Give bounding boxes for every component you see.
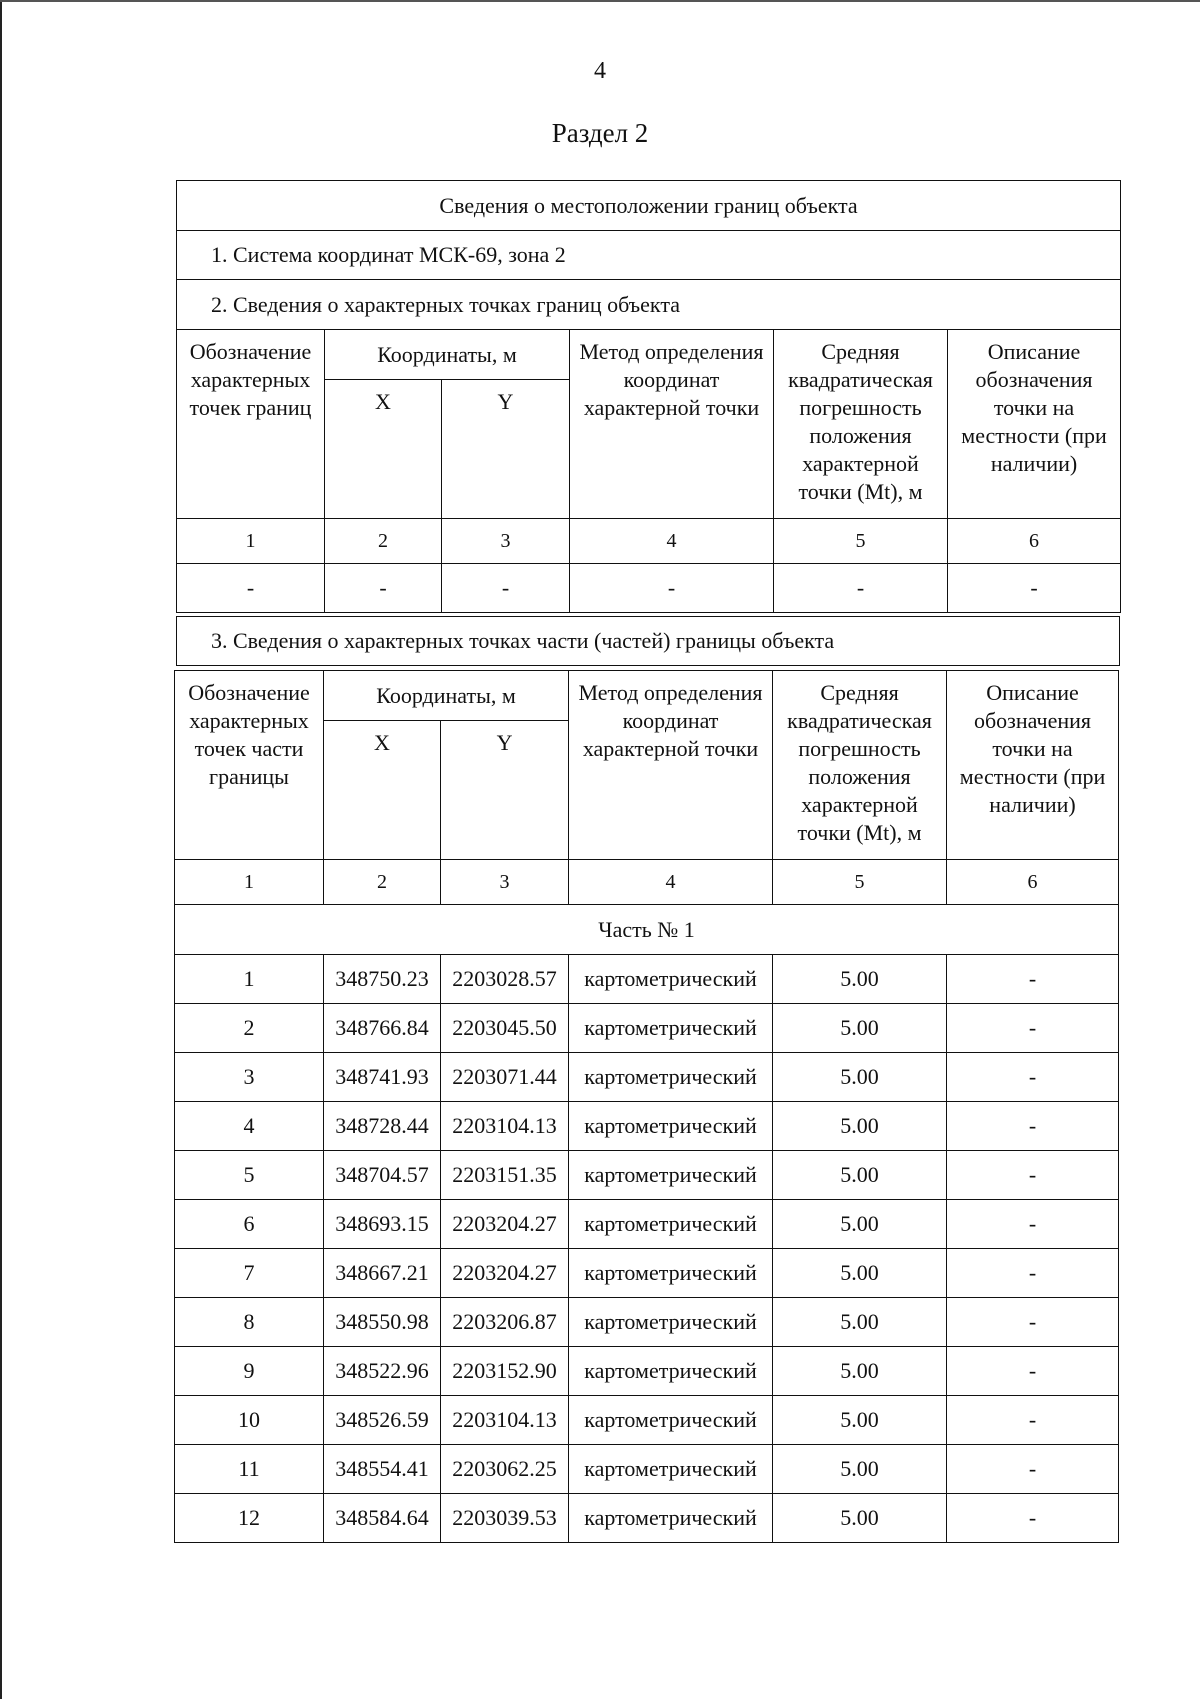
y-cell: 2203071.44 <box>441 1053 569 1102</box>
method-cell: картометрический <box>569 1249 773 1298</box>
error-cell: 5.00 <box>773 955 947 1004</box>
section-title: Раздел 2 <box>551 118 649 148</box>
y-cell: 2203206.87 <box>441 1298 569 1347</box>
x-cell: 348526.59 <box>324 1396 441 1445</box>
page-number: 4 <box>594 58 606 84</box>
header-method: Метод определения координат характерной точки <box>570 330 774 519</box>
header-y: Y <box>442 380 570 519</box>
method-cell: картометрический <box>569 1298 773 1347</box>
x-cell: 348741.93 <box>324 1053 441 1102</box>
header-method: Метод определения координат характерной точки <box>569 671 773 860</box>
col-number: 6 <box>947 860 1119 905</box>
col-number: 6 <box>948 519 1121 564</box>
method-cell: картометрический <box>569 1053 773 1102</box>
coord-system-label: 1. Система координат МСК-69, зона 2 <box>177 231 1121 280</box>
header-coords: Координаты, м <box>325 330 570 380</box>
y-cell: 2203204.27 <box>441 1200 569 1249</box>
point-id-cell: 8 <box>175 1298 324 1347</box>
y-cell: 2203104.13 <box>441 1102 569 1151</box>
y-cell: 2203152.90 <box>441 1347 569 1396</box>
table-row <box>175 1151 1119 1200</box>
x-cell: 348704.57 <box>324 1151 441 1200</box>
point-id-cell: 2 <box>175 1004 324 1053</box>
error-cell: 5.00 <box>773 1053 947 1102</box>
empty-cell: - <box>948 564 1121 613</box>
empty-cell: - <box>325 564 442 613</box>
x-cell: 348693.15 <box>324 1200 441 1249</box>
header-y: Y <box>441 721 569 860</box>
method-cell: картометрический <box>569 955 773 1004</box>
point-id-cell: 9 <box>175 1347 324 1396</box>
description-cell: - <box>947 1494 1119 1543</box>
part-points-table <box>174 670 1119 1543</box>
table-row <box>175 1494 1119 1543</box>
description-cell: - <box>947 1200 1119 1249</box>
scan-edge-top <box>0 0 1200 2</box>
col-number: 3 <box>442 519 570 564</box>
y-cell: 2203104.13 <box>441 1396 569 1445</box>
x-cell: 348550.98 <box>324 1298 441 1347</box>
col-number: 4 <box>569 860 773 905</box>
description-cell: - <box>947 1396 1119 1445</box>
table-row <box>175 955 1119 1004</box>
method-cell: картометрический <box>569 1396 773 1445</box>
table-row <box>175 1445 1119 1494</box>
table-row <box>175 1249 1119 1298</box>
header-error: Средняя квадратическая погрешность положения характерной точки (Mt), м <box>774 330 948 519</box>
x-cell: 348522.96 <box>324 1347 441 1396</box>
error-cell: 5.00 <box>773 1004 947 1053</box>
table-row <box>175 1347 1119 1396</box>
col-number: 1 <box>177 519 325 564</box>
description-cell: - <box>947 1053 1119 1102</box>
header-designation: Обозначение характерных точек части границы <box>175 671 324 860</box>
part-label: Часть № 1 <box>175 905 1119 955</box>
method-cell: картометрический <box>569 1102 773 1151</box>
x-cell: 348766.84 <box>324 1004 441 1053</box>
method-cell: картометрический <box>569 1200 773 1249</box>
error-cell: 5.00 <box>773 1494 947 1543</box>
table-title: Сведения о местоположении границ объекта <box>177 181 1121 231</box>
y-cell: 2203028.57 <box>441 955 569 1004</box>
error-cell: 5.00 <box>773 1298 947 1347</box>
col-number: 5 <box>774 519 948 564</box>
empty-cell: - <box>570 564 774 613</box>
point-id-cell: 6 <box>175 1200 324 1249</box>
header-designation: Обозначение характерных точек границ <box>177 330 325 519</box>
col-number: 4 <box>570 519 774 564</box>
point-id-cell: 3 <box>175 1053 324 1102</box>
error-cell: 5.00 <box>773 1445 947 1494</box>
table-row <box>175 1004 1119 1053</box>
table-row <box>175 1298 1119 1347</box>
header-description: Описание обозначения точки на местности (при наличии) <box>948 330 1121 519</box>
point-id-cell: 7 <box>175 1249 324 1298</box>
description-cell: - <box>947 1102 1119 1151</box>
col-number: 1 <box>175 860 324 905</box>
error-cell: 5.00 <box>773 1396 947 1445</box>
description-cell: - <box>947 1249 1119 1298</box>
point-id-cell: 5 <box>175 1151 324 1200</box>
x-cell: 348728.44 <box>324 1102 441 1151</box>
method-cell: картометрический <box>569 1347 773 1396</box>
point-id-cell: 4 <box>175 1102 324 1151</box>
header-error: Средняя квадратическая погрешность положения характерной точки (Mt), м <box>773 671 947 860</box>
boundary-points-table <box>176 180 1121 613</box>
col-number: 2 <box>324 860 441 905</box>
method-cell: картометрический <box>569 1151 773 1200</box>
points-section-title: 2. Сведения о характерных точках границ объекта <box>177 280 1121 330</box>
part-rows <box>175 955 1119 1543</box>
header-description: Описание обозначения точки на местности (при наличии) <box>947 671 1119 860</box>
table-row <box>175 1053 1119 1102</box>
error-cell: 5.00 <box>773 1102 947 1151</box>
point-id-cell: 10 <box>175 1396 324 1445</box>
y-cell: 2203039.53 <box>441 1494 569 1543</box>
y-cell: 2203151.35 <box>441 1151 569 1200</box>
header-x: X <box>324 721 441 860</box>
x-cell: 348584.64 <box>324 1494 441 1543</box>
x-cell: 348554.41 <box>324 1445 441 1494</box>
col-number: 5 <box>773 860 947 905</box>
error-cell: 5.00 <box>773 1151 947 1200</box>
header-coords: Координаты, м <box>324 671 569 721</box>
description-cell: - <box>947 1004 1119 1053</box>
method-cell: картометрический <box>569 1494 773 1543</box>
description-cell: - <box>947 955 1119 1004</box>
empty-cell: - <box>177 564 325 613</box>
part-points-section-title: 3. Сведения о характерных точках части (частей) границы объекта <box>177 617 1120 666</box>
x-cell: 348750.23 <box>324 955 441 1004</box>
method-cell: картометрический <box>569 1004 773 1053</box>
method-cell: картометрический <box>569 1445 773 1494</box>
description-cell: - <box>947 1347 1119 1396</box>
col-number: 2 <box>325 519 442 564</box>
point-id-cell: 12 <box>175 1494 324 1543</box>
error-cell: 5.00 <box>773 1249 947 1298</box>
error-cell: 5.00 <box>773 1347 947 1396</box>
point-id-cell: 11 <box>175 1445 324 1494</box>
point-id-cell: 1 <box>175 955 324 1004</box>
table-row <box>175 1200 1119 1249</box>
error-cell: 5.00 <box>773 1200 947 1249</box>
part-points-title-table <box>176 616 1120 666</box>
description-cell: - <box>947 1298 1119 1347</box>
table-row <box>175 1396 1119 1445</box>
table-row <box>175 1102 1119 1151</box>
y-cell: 2203062.25 <box>441 1445 569 1494</box>
col-number: 3 <box>441 860 569 905</box>
y-cell: 2203204.27 <box>441 1249 569 1298</box>
description-cell: - <box>947 1151 1119 1200</box>
description-cell: - <box>947 1445 1119 1494</box>
header-x: X <box>325 380 442 519</box>
empty-cell: - <box>774 564 948 613</box>
empty-cell: - <box>442 564 570 613</box>
x-cell: 348667.21 <box>324 1249 441 1298</box>
y-cell: 2203045.50 <box>441 1004 569 1053</box>
scan-edge-left <box>0 0 2 1699</box>
